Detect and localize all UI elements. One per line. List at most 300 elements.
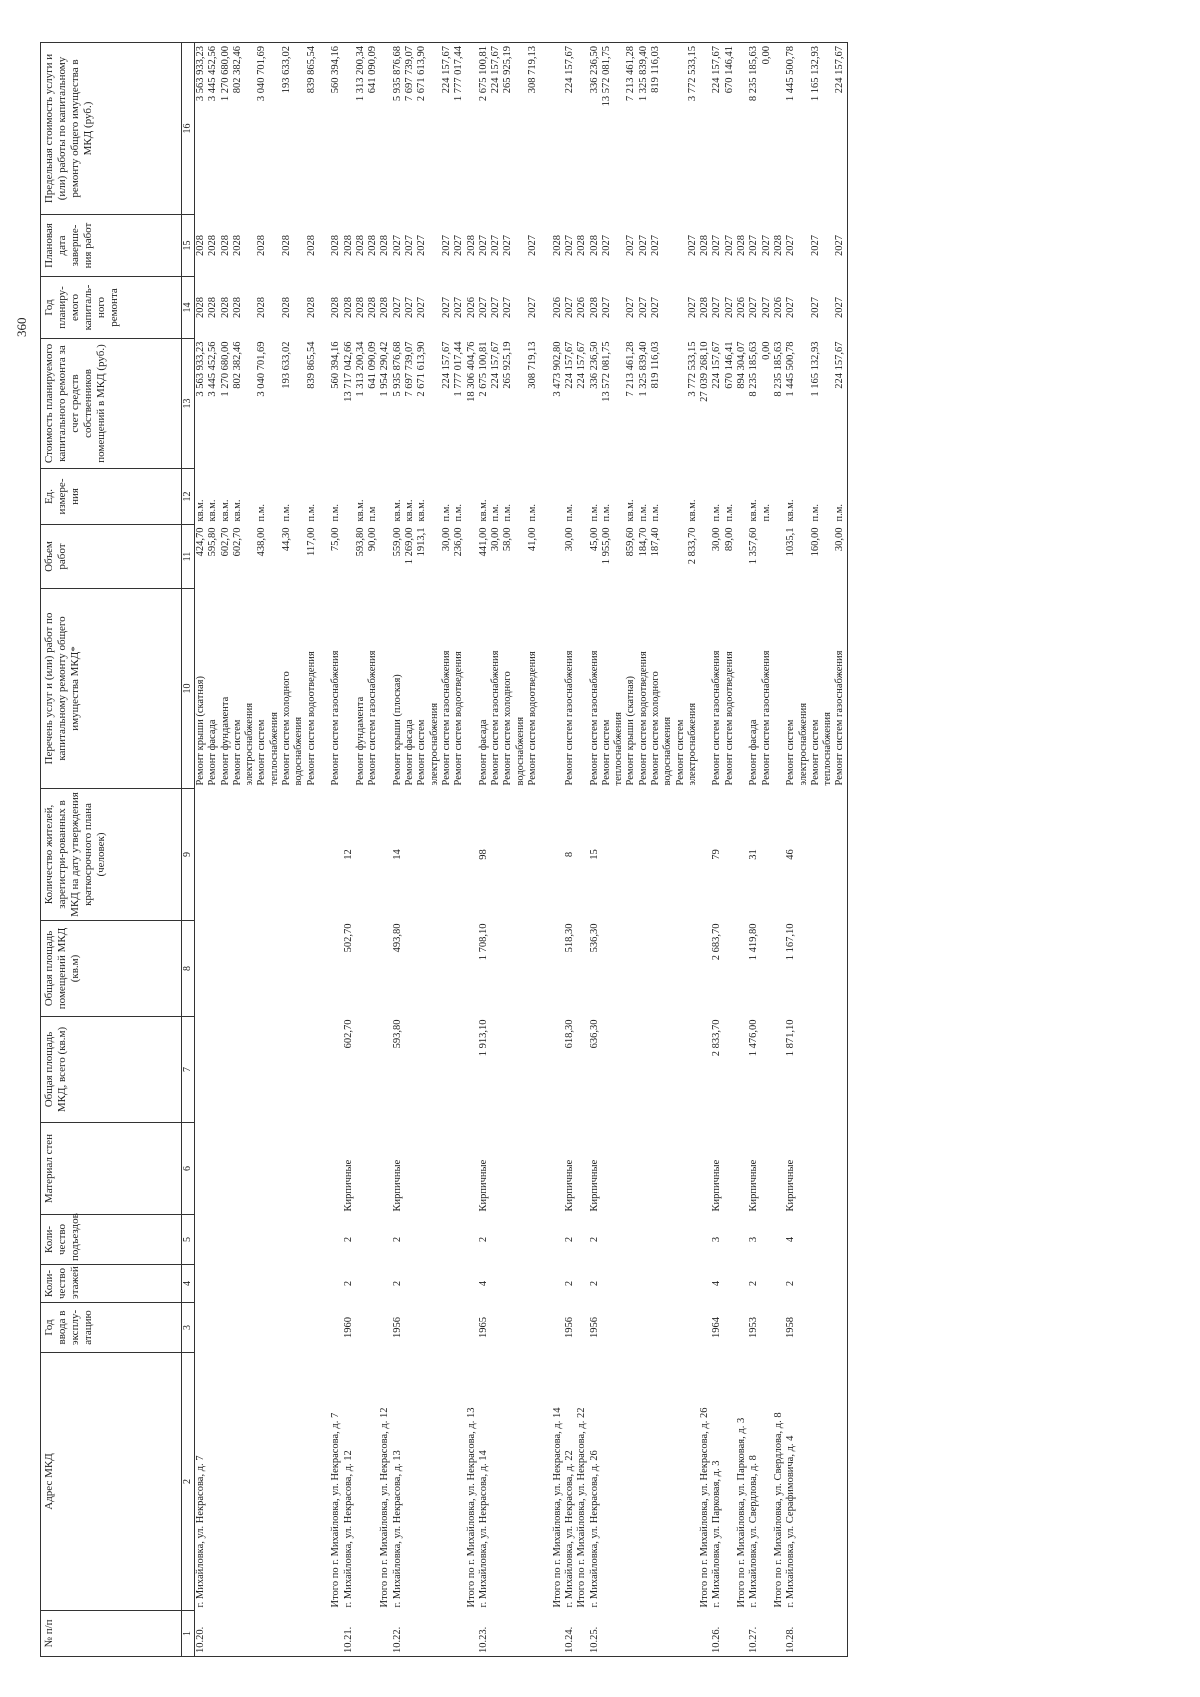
table-cell-col-1	[576, 1611, 588, 1657]
cell-line: Ремонт систем	[600, 719, 612, 786]
cell-line: 3	[711, 1236, 723, 1243]
table-cell-col-3	[318, 1303, 330, 1353]
table-row	[699, 43, 711, 1657]
table-cell-col-16	[330, 43, 342, 215]
table-cell-col-7	[355, 1017, 380, 1123]
table-cell-col-9	[711, 789, 736, 921]
cell-line: Кирпичные	[785, 1159, 797, 1212]
cell-line: 2027	[649, 235, 661, 256]
table-cell-col-13	[736, 339, 748, 469]
cell-line: 1 777 017,44	[453, 341, 465, 397]
table-cell-col-1	[355, 1611, 380, 1657]
cell-line	[343, 46, 355, 212]
cell-line: 10.21.	[342, 1626, 354, 1653]
table-cell-col-9	[392, 789, 466, 921]
table-cell-col-7	[650, 1017, 699, 1123]
table-cell-col-6	[392, 1123, 466, 1215]
table-cell-col-2	[355, 1353, 380, 1611]
cell-line	[539, 1614, 551, 1654]
table-cell-col-8	[552, 921, 564, 1017]
table-cell-col-13	[625, 339, 650, 469]
cell-line: 2026	[576, 297, 588, 318]
cell-line: 1 913,10	[477, 1019, 489, 1057]
cell-line: 14	[391, 849, 403, 860]
table-cell-col-15	[466, 215, 478, 277]
cell-line	[355, 1614, 367, 1654]
cell-line: 2	[588, 1280, 600, 1287]
table-cell-col-8	[539, 921, 551, 1017]
table-cell-col-15	[539, 215, 551, 277]
cell-line	[195, 1126, 207, 1212]
table-cell-col-8	[736, 921, 748, 1017]
table-cell-col-14	[564, 277, 576, 339]
cell-line	[429, 342, 441, 466]
cell-line: 641 090,09	[367, 46, 379, 94]
cell-line	[625, 1218, 637, 1262]
cell-line	[293, 280, 305, 336]
cell-line: 2028	[219, 235, 231, 256]
cell-line: Ремонт фасада	[404, 719, 416, 786]
cell-line	[662, 280, 674, 336]
cell-line: 12	[342, 849, 354, 860]
cell-line: 2028	[699, 297, 711, 318]
table-cell-col-12	[343, 469, 355, 525]
table-row	[330, 43, 342, 1657]
table-cell-col-6	[552, 1123, 564, 1215]
cell-line: 3 772 533,15	[686, 46, 698, 102]
table-cell-col-12	[539, 469, 551, 525]
table-cell-col-5	[478, 1215, 539, 1265]
table-cell-col-16	[392, 43, 466, 215]
cell-line: Итого по г. Михайловка, ул. Некрасова, д. 13	[465, 1407, 477, 1608]
cell-line: 10.23.	[477, 1626, 489, 1653]
cell-line	[539, 218, 551, 274]
table-cell-col-6	[478, 1123, 539, 1215]
cell-line	[662, 342, 674, 466]
table-cell-col-10	[564, 589, 576, 789]
table-cell-col-13	[576, 339, 588, 469]
cell-line: 15	[588, 849, 600, 860]
table-cell-col-4	[392, 1265, 466, 1303]
table-cell-col-12	[625, 469, 650, 525]
cell-line: 0,00	[760, 341, 772, 360]
table-cell-col-16	[318, 43, 330, 215]
cell-line	[318, 472, 330, 522]
cell-line: 2028	[465, 235, 477, 256]
cell-line: 89,00	[723, 527, 735, 552]
table-cell-col-13	[343, 339, 355, 469]
cell-line	[576, 472, 588, 522]
repair-plan-table	[40, 42, 848, 1657]
table-cell-col-9	[318, 789, 330, 921]
table-cell-col-6	[379, 1123, 391, 1215]
table-body	[195, 43, 848, 1657]
table-cell-col-8	[699, 921, 711, 1017]
cell-line: Ремонт систем газоснабжения	[330, 650, 342, 786]
cell-line	[773, 1218, 785, 1262]
cell-line: 819 116,03	[649, 46, 661, 93]
cell-line: 2027	[834, 235, 846, 256]
cell-line	[552, 1020, 564, 1120]
cell-line	[773, 472, 785, 522]
table-cell-col-6	[539, 1123, 551, 1215]
cell-line	[552, 1306, 564, 1350]
column-number-4: 4	[182, 1265, 195, 1303]
table-row	[589, 43, 626, 1657]
cell-line: кв.м.	[195, 499, 206, 522]
cell-line: 2027	[490, 235, 502, 256]
cell-line: Ремонт систем водоотведения	[527, 651, 539, 786]
cell-line: п.м.	[453, 503, 465, 522]
table-cell-col-2	[748, 1353, 773, 1611]
cell-line: Итого по г. Михайловка, ул. Некрасова, д. 7	[330, 1412, 342, 1608]
table-cell-col-10	[785, 589, 847, 789]
cell-line: п.м.	[563, 503, 575, 522]
table-cell-col-9	[589, 789, 626, 921]
cell-line: 2027	[748, 297, 760, 318]
table-cell-col-7	[379, 1017, 391, 1123]
table-cell-col-10	[552, 589, 564, 789]
cell-line	[379, 528, 391, 586]
table-cell-col-8	[711, 921, 736, 1017]
cell-line	[244, 46, 256, 212]
table-cell-col-12	[552, 469, 564, 525]
cell-line	[355, 1218, 367, 1262]
cell-line	[798, 342, 810, 466]
column-number-3: 3	[182, 1303, 195, 1353]
cell-line	[675, 46, 687, 212]
column-header-12: Ед. измере-ния	[41, 469, 182, 525]
table-cell-col-11	[552, 525, 564, 589]
cell-line: 1964	[711, 1317, 723, 1338]
cell-line	[466, 792, 478, 918]
table-row	[379, 43, 391, 1657]
cell-line: 224 157,67	[711, 341, 723, 389]
table-cell-col-2	[589, 1353, 626, 1611]
cell-line: 2028	[699, 235, 711, 256]
table-cell-col-3	[392, 1303, 466, 1353]
table-cell-col-5	[330, 1215, 342, 1265]
cell-line	[650, 924, 662, 1014]
cell-line: 2027	[760, 297, 772, 318]
table-cell-col-4	[736, 1265, 748, 1303]
cell-line	[675, 280, 687, 336]
cell-line	[650, 1306, 662, 1350]
cell-line	[379, 472, 391, 522]
table-cell-col-2	[379, 1353, 391, 1611]
table-cell-col-15	[195, 215, 318, 277]
table-cell-col-15	[773, 215, 785, 277]
table-cell-col-13	[589, 339, 626, 469]
table-row	[736, 43, 748, 1657]
table-cell-col-15	[355, 215, 380, 277]
table-cell-col-5	[785, 1215, 847, 1265]
table-cell-col-2	[318, 1353, 330, 1611]
cell-line: п.м.	[760, 503, 772, 522]
table-cell-col-14	[625, 277, 650, 339]
table-cell-col-14	[466, 277, 478, 339]
cell-line	[466, 1126, 478, 1212]
cell-line	[269, 342, 281, 466]
cell-line	[662, 46, 674, 212]
cell-line: п.м.	[330, 503, 342, 522]
column-header-11: Объем работ	[41, 525, 182, 589]
cell-line: 641 090,09	[367, 341, 379, 389]
column-header-9: Количество жителей, зарегистри-рованных в МКД на дату утверждения краткосрочного плана (человек)	[41, 789, 182, 921]
table-cell-col-6	[195, 1123, 318, 1215]
cell-line	[539, 592, 551, 786]
cell-line	[515, 280, 527, 336]
table-cell-col-9	[539, 789, 551, 921]
cell-line: 1 954 290,42	[379, 341, 391, 397]
cell-line	[429, 280, 441, 336]
cell-line	[195, 1306, 207, 1350]
cell-line: 2028	[256, 235, 268, 256]
cell-line	[330, 1218, 342, 1262]
table-cell-col-14	[539, 277, 551, 339]
column-header-1: № п/п	[41, 1611, 182, 1657]
cell-line	[318, 1356, 330, 1608]
table-cell-col-15	[392, 215, 466, 277]
table-cell-col-8	[564, 921, 576, 1017]
table-cell-col-3	[552, 1303, 564, 1353]
cell-line: 236,00	[453, 527, 465, 557]
table-cell-col-4	[466, 1265, 478, 1303]
cell-line: 1 445 500,78	[785, 341, 797, 397]
table-cell-col-8	[392, 921, 466, 1017]
table-cell-col-9	[625, 789, 650, 921]
cell-line: кв.м.	[686, 499, 698, 522]
cell-line: 2027	[600, 235, 612, 256]
table-cell-col-15	[711, 215, 736, 277]
cell-line: 2028	[342, 235, 354, 256]
table-cell-col-9	[466, 789, 478, 921]
cell-line	[269, 472, 281, 522]
cell-line: Кирпичные	[711, 1159, 723, 1212]
cell-line	[662, 528, 674, 586]
table-cell-col-16	[711, 43, 736, 215]
cell-line: 424,70	[195, 527, 206, 557]
cell-line: 1 167,10	[785, 923, 797, 961]
cell-line	[552, 924, 564, 1014]
cell-line: 2027	[527, 235, 539, 256]
table-cell-col-6	[785, 1123, 847, 1215]
cell-line: г. Михайловка, ул. Серафимовича, д. 4	[785, 1435, 797, 1608]
cell-line	[552, 528, 564, 586]
cell-line: г. Михайловка, ул. Некрасова, д. 14	[477, 1450, 489, 1608]
table-cell-col-7	[392, 1017, 466, 1123]
table-cell-col-14	[330, 277, 342, 339]
cell-line: электроснабжения	[686, 702, 698, 786]
table-cell-col-14	[773, 277, 785, 339]
table-row	[650, 43, 699, 1657]
cell-line: 2028	[354, 297, 366, 318]
column-number-8: 8	[182, 921, 195, 1017]
cell-line	[379, 1218, 391, 1262]
table-cell-col-10	[576, 589, 588, 789]
cell-line	[773, 1126, 785, 1212]
cell-line	[318, 218, 330, 274]
cell-line: 839 865,54	[305, 341, 317, 389]
cell-line: 30,00	[711, 527, 723, 552]
table-cell-col-1	[564, 1611, 576, 1657]
cell-line	[318, 528, 330, 586]
table-cell-col-7	[699, 1017, 711, 1123]
table-cell-col-11	[773, 525, 785, 589]
cell-line	[625, 924, 637, 1014]
table-cell-col-5	[699, 1215, 711, 1265]
cell-line	[675, 472, 687, 522]
table-cell-col-8	[318, 921, 330, 1017]
cell-line: 1 165 132,93	[809, 341, 821, 397]
cell-line: 224 157,67	[440, 341, 452, 389]
table-cell-col-10	[748, 589, 773, 789]
cell-line: 1 165 132,93	[809, 46, 821, 102]
cell-line: 1956	[588, 1317, 600, 1338]
cell-line	[539, 1356, 551, 1608]
cell-line: г. Михайловка, ул. Некрасова, д. 12	[342, 1450, 354, 1608]
column-header-3: Год ввода в эксплу-атацию	[41, 1303, 182, 1353]
cell-line: 560 394,16	[330, 341, 342, 389]
cell-line: кв.м.	[416, 499, 428, 522]
cell-line: Итого по г. Михайловка, ул. Парковая, д. 3	[736, 1417, 748, 1608]
cell-line: 859,60	[625, 527, 637, 557]
cell-line: 2027	[502, 235, 514, 256]
cell-line: 493,80	[391, 923, 403, 953]
table-row	[564, 43, 576, 1657]
cell-line	[625, 1020, 637, 1120]
cell-line: Ремонт систем газоснабжения	[440, 650, 452, 786]
cell-line: 7 213 461,28	[625, 46, 637, 102]
table-cell-col-4	[699, 1265, 711, 1303]
cell-line: 2 683,70	[711, 923, 723, 961]
cell-line: 2028	[219, 297, 231, 318]
cell-line	[466, 1218, 478, 1262]
table-cell-col-14	[318, 277, 330, 339]
cell-line	[318, 46, 330, 212]
cell-line: п.м.	[305, 503, 317, 522]
table-cell-col-4	[748, 1265, 773, 1303]
cell-line: 2028	[305, 297, 317, 318]
cell-line: 1 313 200,34	[354, 46, 366, 102]
cell-line	[625, 792, 637, 918]
cell-line: 2028	[281, 297, 293, 318]
cell-line: г. Михайловка, ул. Парковая, д. 3	[711, 1460, 723, 1608]
table-cell-col-9	[478, 789, 539, 921]
table-cell-col-4	[650, 1265, 699, 1303]
table-cell-col-15	[576, 215, 588, 277]
cell-line: кв.м.	[207, 499, 219, 522]
table-cell-col-11	[650, 525, 699, 589]
cell-line: Ремонт фасада	[207, 719, 219, 786]
cell-line	[539, 1268, 551, 1300]
table-row	[539, 43, 551, 1657]
cell-line: 559,00	[391, 527, 403, 557]
cell-line: 160,00	[809, 527, 821, 557]
table-cell-col-14	[736, 277, 748, 339]
cell-line: 2027	[453, 297, 465, 318]
cell-line	[539, 1020, 551, 1120]
table-cell-col-4	[589, 1265, 626, 1303]
cell-line: 265 925,19	[502, 341, 514, 389]
column-number-row	[182, 43, 195, 1657]
cell-line: кв.м.	[231, 499, 243, 522]
cell-line	[539, 792, 551, 918]
cell-line: 2028	[772, 235, 784, 256]
cell-line: 1 871,10	[785, 1019, 797, 1057]
table-cell-col-9	[576, 789, 588, 921]
cell-line: п.м.	[809, 503, 821, 522]
cell-line: Кирпичные	[391, 1159, 403, 1212]
cell-line: 536,30	[588, 923, 600, 953]
cell-line: 2028	[256, 297, 268, 318]
cell-line	[798, 528, 810, 586]
cell-line: 2028	[342, 297, 354, 318]
cell-line	[330, 792, 342, 918]
cell-line	[773, 592, 785, 786]
table-row	[711, 43, 736, 1657]
cell-line: 518,30	[563, 923, 575, 953]
column-header-2: Адрес МКД	[41, 1353, 182, 1611]
table-cell-col-15	[552, 215, 564, 277]
cell-line	[539, 924, 551, 1014]
table-cell-col-10	[478, 589, 539, 789]
cell-line	[269, 280, 281, 336]
cell-line: 1 269,00	[404, 527, 416, 565]
cell-line	[650, 1614, 662, 1654]
table-cell-col-4	[552, 1265, 564, 1303]
cell-line: Ремонт систем водоотведения	[723, 651, 735, 786]
cell-line	[429, 46, 441, 212]
cell-line: 2 833,70	[686, 527, 698, 565]
cell-line	[195, 1268, 207, 1300]
cell-line: 79	[711, 849, 723, 860]
cell-line	[822, 528, 834, 586]
cell-line	[576, 1268, 588, 1300]
table-cell-col-6	[748, 1123, 773, 1215]
cell-line: 2028	[576, 235, 588, 256]
table-cell-col-8	[330, 921, 342, 1017]
cell-line: 2027	[527, 297, 539, 318]
cell-line: 1953	[748, 1317, 760, 1338]
table-cell-col-1	[343, 1611, 355, 1657]
cell-line: 441,00	[477, 527, 489, 557]
table-cell-col-2	[564, 1353, 576, 1611]
column-header-14: Год планиру-емого капиталь-ного ремонта	[41, 277, 182, 339]
table-cell-col-13	[318, 339, 330, 469]
table-cell-col-12	[773, 469, 785, 525]
cell-line: Кирпичные	[588, 1159, 600, 1212]
cell-line	[515, 472, 527, 522]
cell-line: 58,00	[502, 527, 514, 552]
cell-line: 2	[785, 1280, 797, 1287]
cell-line: 3 563 933,23	[195, 46, 206, 102]
cell-line	[318, 1614, 330, 1654]
cell-line	[293, 528, 305, 586]
cell-line	[773, 528, 785, 586]
cell-line	[736, 46, 748, 212]
column-number-13: 13	[182, 339, 195, 469]
column-number-7: 7	[182, 1017, 195, 1123]
cell-line: Ремонт систем газоснабжения	[711, 650, 723, 786]
cell-line: 894 304,07	[736, 341, 748, 389]
table-cell-col-3	[379, 1303, 391, 1353]
table-cell-col-6	[466, 1123, 478, 1215]
table-cell-col-11	[748, 525, 773, 589]
table-cell-col-13	[773, 339, 785, 469]
table-cell-col-12	[355, 469, 380, 525]
cell-line	[798, 218, 810, 274]
